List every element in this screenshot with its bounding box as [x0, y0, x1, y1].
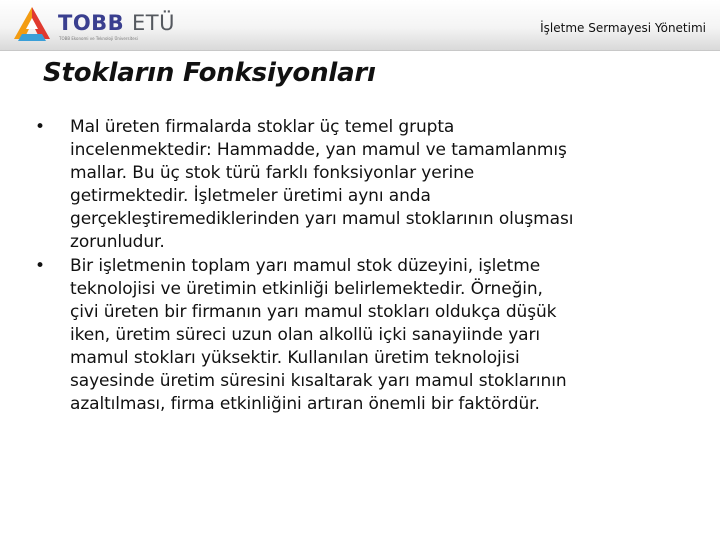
logo-wordmark-main: TOBB — [58, 11, 125, 35]
bullet-marker: • — [35, 255, 45, 276]
tobb-etu-logo — [12, 5, 175, 45]
logo-subtext: TOBB Ekonomi ve Teknoloji Üniversitesi — [59, 36, 138, 41]
logo-wordmark-accent: ETÜ — [132, 11, 175, 35]
tobb-logo-mark-icon — [12, 5, 52, 45]
slide-header — [0, 0, 720, 51]
bullet-item — [30, 255, 690, 417]
bullet-text: Mal üreten firmalarda stoklar üç temel grupta incelenmektedir: Hammadde, yan mamul ve tamamlanmış mallar. Bu üç stok türü farklı fonksiyonlar yerine getirmektedir. İşletmeler üretimi aynı anda gerçekleştiremediklerinden yarı mamul stoklarının oluşması zorunludur. — [70, 117, 574, 253]
bullet-marker: • — [35, 117, 45, 137]
bullet-item — [30, 116, 690, 255]
bullet-text: Bir işletmenin toplam yarı mamul stok düzeyini, işletme teknolojisi ve üretimin etkinliği belirlemektedir. Örneğin, çivi üreten bir firmanın yarı mamul stokları oldukça düşük iken, üretim süreci uzun olan alkollü içki sanayiinde yarı mamul stokları yüksektir. Kullanılan üretim teknolojisi sayesinde üretim süresini kısaltarak yarı mamul stoklarının azaltılması, firma etkinliğini artıran önemli bir faktördür. — [70, 255, 567, 415]
slide-title: Stokların Fonksiyonları — [43, 58, 376, 88]
logo-wordmark — [58, 11, 175, 35]
course-title: İşletme Sermayesi Yönetimi — [540, 21, 706, 35]
bullet-list — [30, 116, 690, 416]
